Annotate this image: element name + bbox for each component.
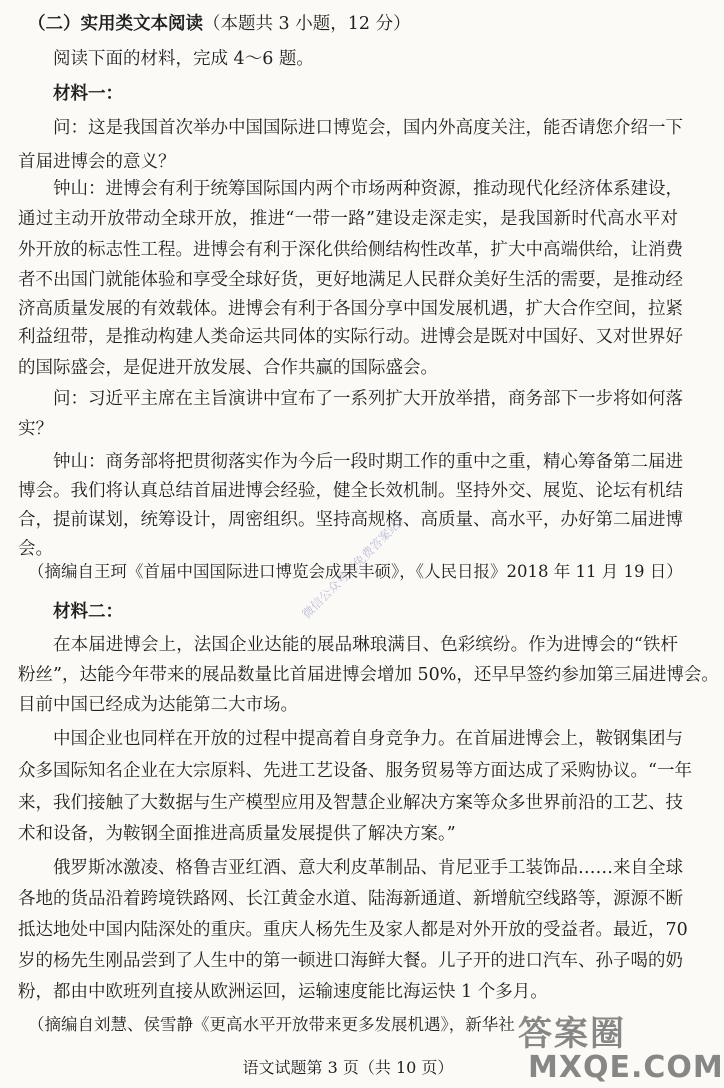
material2-line: 术和设备，为鞍钢全面推进高质量发展提供了解决方案。”: [18, 824, 456, 844]
material1-line: 外开放的标志性工程。进博会有利于深化供给侧结构性改革，扩大中高端供给，让消费: [18, 240, 683, 260]
material1-line: 实？: [18, 419, 53, 439]
material2-heading: 材料二：: [53, 602, 123, 622]
wechat-watermark: 微信公众号《免费答案站》: [299, 509, 412, 622]
material2-line: 粉丝”，达能今年带来的展品数量比首届进博会增加 50%，还早早签约参加第三届进博会。: [18, 665, 719, 685]
material1-line: 首届进博会的意义？: [18, 152, 176, 172]
material1-line: 合，提前谋划，统筹设计，周密组织。坚持高规格、高质量、高水平，办好第二届进博: [18, 510, 683, 530]
material1-line: 济高质量发展的有效载体。进博会有利于各国分享中国发展机遇，扩大合作空间，拉紧: [18, 299, 683, 319]
logo-text: 答案圈: [518, 1014, 626, 1054]
material2-line: 目前中国已经成为达能第二大市场。: [18, 695, 298, 715]
material1-line: 会。: [18, 539, 53, 559]
material2-line: 来，我们接触了大数据与生产模型应用及智慧企业解决方案等众多世界前沿的工艺、技: [18, 793, 683, 813]
material1-line: 的国际盛会，是促进开放发展、合作共赢的国际盛会。: [18, 358, 438, 378]
material2-line: 众多国际知名企业在大宗原料、先进工艺设备、服务贸易等方面达成了采购协议。“一年: [18, 761, 692, 781]
material1-line: 利益纽带，是推动构建人类命运共同体的实际行动。进博会是既对中国好、又对世界好: [18, 327, 683, 347]
material1-line: 博会。我们将认真总结首届进博会经验，健全长效机制。坚持外交、展览、论坛有机结: [18, 481, 683, 501]
material2-line: 抵达地处中国内陆深处的重庆。重庆人杨先生及家人都是对外开放的受益者。最近，70: [18, 920, 688, 940]
material1-heading: 材料一：: [53, 84, 123, 104]
material1-line: 钟山：进博会有利于统筹国际国内两个市场两种资源，推动现代化经济体系建设，: [53, 179, 683, 199]
section-note: （本题共 3 小题，12 分）: [203, 14, 411, 34]
material1-line: 问：这是我国首次举办中国国际进口博览会，国内外高度关注，能否请您介绍一下: [53, 118, 683, 138]
material1-line: 钟山：商务部将把贯彻落实作为今后一段时期工作的重中之重，精心筹备第二届进: [53, 452, 683, 472]
material2-line: 中国企业也同样在开放的过程中提高着自身竞争力。在首届进博会上，鞍钢集团与: [53, 729, 683, 749]
material2-line: 俄罗斯冰激凌、格鲁吉亚红酒、意大利皮革制品、肯尼亚手工装饰品……来自全球: [53, 858, 683, 878]
section-instruction: 阅读下面的材料，完成 4～6 题。: [53, 49, 314, 69]
site-logo: [516, 1006, 724, 1086]
material1-line: 者不出国门就能体验和享受全球好货，更好地满足人民群众美好生活的需要，是推动经: [18, 270, 683, 290]
material2-source: （摘编自刘慧、侯雪静《更高水平开放带来更多发展机遇》，新华社: [28, 1015, 515, 1034]
material1-line: 通过主动开放带动全球开放，推进“一带一路”建设走深走实，是我国新时代高水平对: [18, 209, 678, 229]
material1-line: 问：习近平主席在主旨演讲中宣布了一系列扩大开放举措，商务部下一步将如何落: [53, 389, 683, 409]
logo-url: MXQE.COM: [528, 1050, 724, 1085]
page-footer: 语文试题第 3 页（共 10 页）: [242, 1058, 454, 1077]
material2-line: 各地的货品沿着跨境铁路网、长江黄金水道、陆海新通道、新增航空线路等，源源不断: [18, 889, 683, 909]
material2-line: 在本届进博会上，法国企业达能的展品琳琅满目、色彩缤纷。作为进博会的“铁杆: [53, 635, 678, 655]
material2-line: 岁的杨先生刚品尝到了人生中的第一顿进口海鲜大餐。儿子开的进口汽车、孙子喝的奶: [18, 951, 683, 971]
section-title: （二）实用类文本阅读: [28, 14, 203, 34]
section-heading: [28, 13, 411, 35]
material2-line: 粉，都由中欧班列直接从欧洲运回，运输速度能比海运快 1 个多月。: [18, 982, 548, 1002]
material1-source: （摘编自王珂《首届中国国际进口博览会成果丰硕》，《人民日报》2018 年 11 月 19 日）: [28, 562, 683, 581]
